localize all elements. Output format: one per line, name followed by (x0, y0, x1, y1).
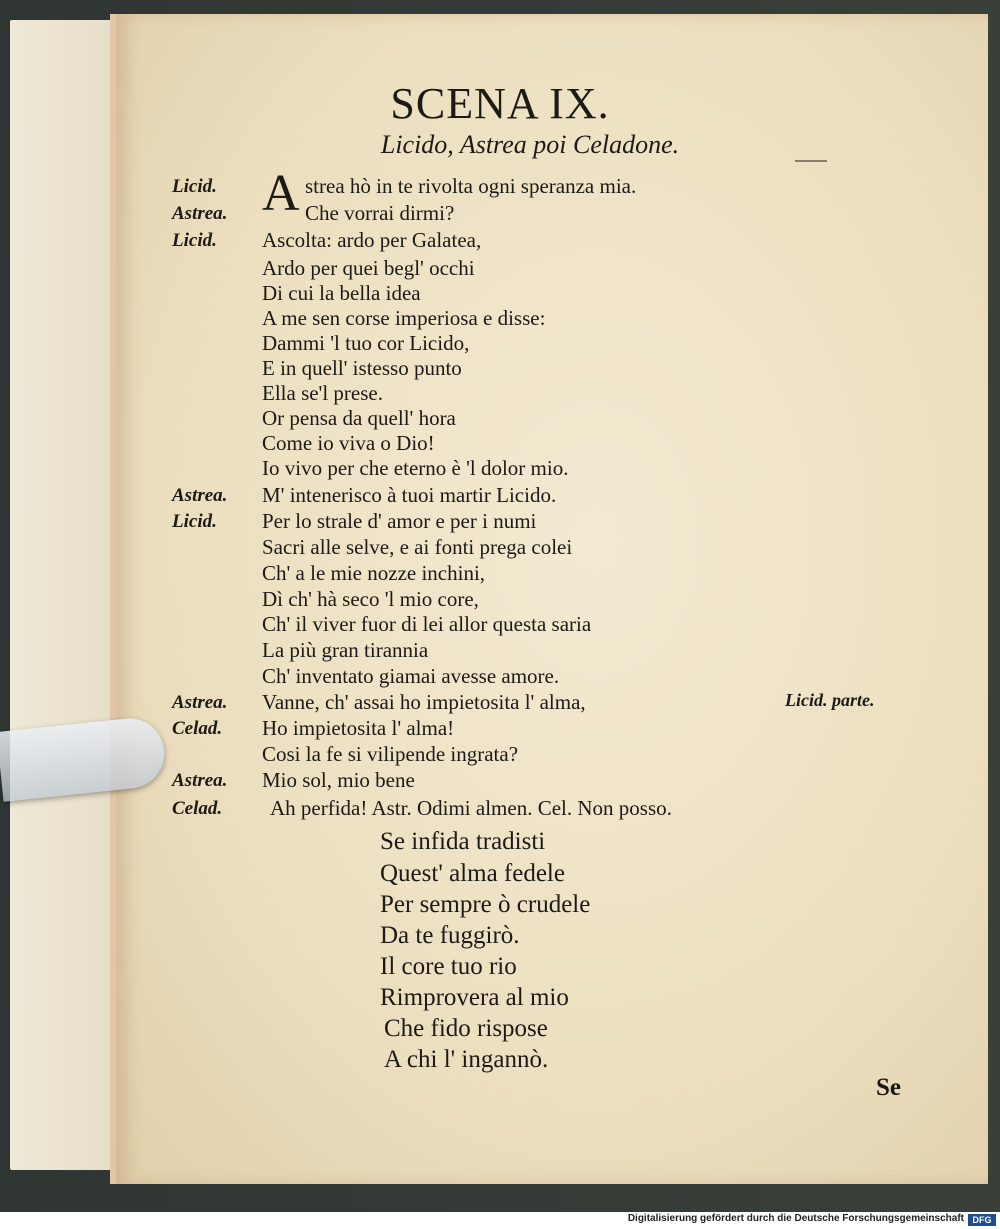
dialogue-line: Di cui la bella idea (262, 281, 421, 305)
dialogue-line: Per lo strale d' amor e per i numi (262, 509, 537, 533)
dfg-logo: DFG (968, 1214, 996, 1226)
speaker-label: Celad. (172, 718, 223, 739)
dialogue-line: Come io viva o Dio! (262, 431, 435, 455)
dialogue-line: Ch' il viver fuor di lei allor questa saria (262, 612, 592, 636)
speaker-label: Licid. (172, 176, 217, 197)
dialogue-line: Io vivo per che eterno è 'l dolor mio. (262, 456, 569, 480)
dialogue-line: Vanne, ch' assai ho impietosita l' alma, (262, 690, 586, 714)
dialogue-line: Ella se'l prese. (262, 381, 383, 405)
drop-cap: A (262, 165, 300, 222)
dialogue-line: La più gran tirannia (262, 638, 429, 662)
dialogue-line: Ah perfida! Astr. Odimi almen. Cel. Non posso. (270, 796, 672, 820)
catchword: Se (876, 1074, 901, 1101)
dialogue-line: Ch' inventato giamai avesse amore. (262, 664, 560, 688)
aria-line: Quest' alma fedele (380, 860, 565, 887)
dialogue-line: Mio sol, mio bene (262, 768, 415, 792)
aria-line: Se infida tradisti (380, 828, 546, 855)
dialogue-line: Ascolta: ardo per Galatea, (262, 228, 482, 252)
dialogue-line: Che vorrai dirmi? (305, 201, 455, 225)
speaker-label: Licid. (172, 511, 217, 532)
scene-characters: Licido, Astrea poi Celadone. (380, 130, 680, 159)
dialogue-line: Or pensa da quell' hora (262, 406, 456, 430)
dialogue-line: Ch' a le mie nozze inchini, (262, 561, 486, 585)
header-rule (795, 160, 827, 162)
dialogue-line: Ho impietosita l' alma! (262, 716, 455, 740)
stage-direction: Licid. parte. (785, 690, 875, 710)
aria-line: Rimprovera al mio (380, 984, 569, 1011)
aria-line: Il core tuo rio (380, 953, 517, 980)
dialogue-line: A me sen corse imperiosa e disse: (262, 306, 546, 330)
dialogue-line: Cosi la fe si vilipende ingrata? (262, 742, 519, 766)
speaker-label: Astrea. (172, 203, 228, 224)
dialogue-line: M' intenerisco à tuoi martir Licido. (262, 483, 557, 507)
speaker-label: Celad. (172, 798, 223, 819)
speaker-label: Astrea. (172, 485, 228, 506)
dialogue-line: strea hò in te rivolta ogni speranza mia. (305, 174, 637, 198)
aria-line: Per sempre ò crudele (380, 891, 591, 918)
speaker-label: Astrea. (172, 692, 228, 713)
dialogue-line: Sacri alle selve, e ai fonti prega colei (262, 535, 573, 559)
speaker-label: Astrea. (172, 770, 228, 791)
aria-line: Da te fuggirò. (380, 922, 520, 949)
aria-line: Che fido rispose (384, 1015, 548, 1042)
speaker-label: Licid. (172, 230, 217, 251)
funding-credit: Digitalisierung gefördert durch die Deutsche Forschungsgemeinschaft (627, 1213, 964, 1224)
dialogue-line: Ardo per quei begl' occhi (262, 256, 475, 280)
dialogue-line: Dammi 'l tuo cor Licido, (262, 331, 470, 355)
scene-title: SCENA IX. (390, 79, 610, 128)
dialogue-line: E in quell' istesso punto (262, 356, 462, 380)
dialogue-line: Dì ch' hà seco 'l mio core, (262, 587, 479, 611)
aria-line: A chi l' ingannò. (384, 1046, 549, 1073)
